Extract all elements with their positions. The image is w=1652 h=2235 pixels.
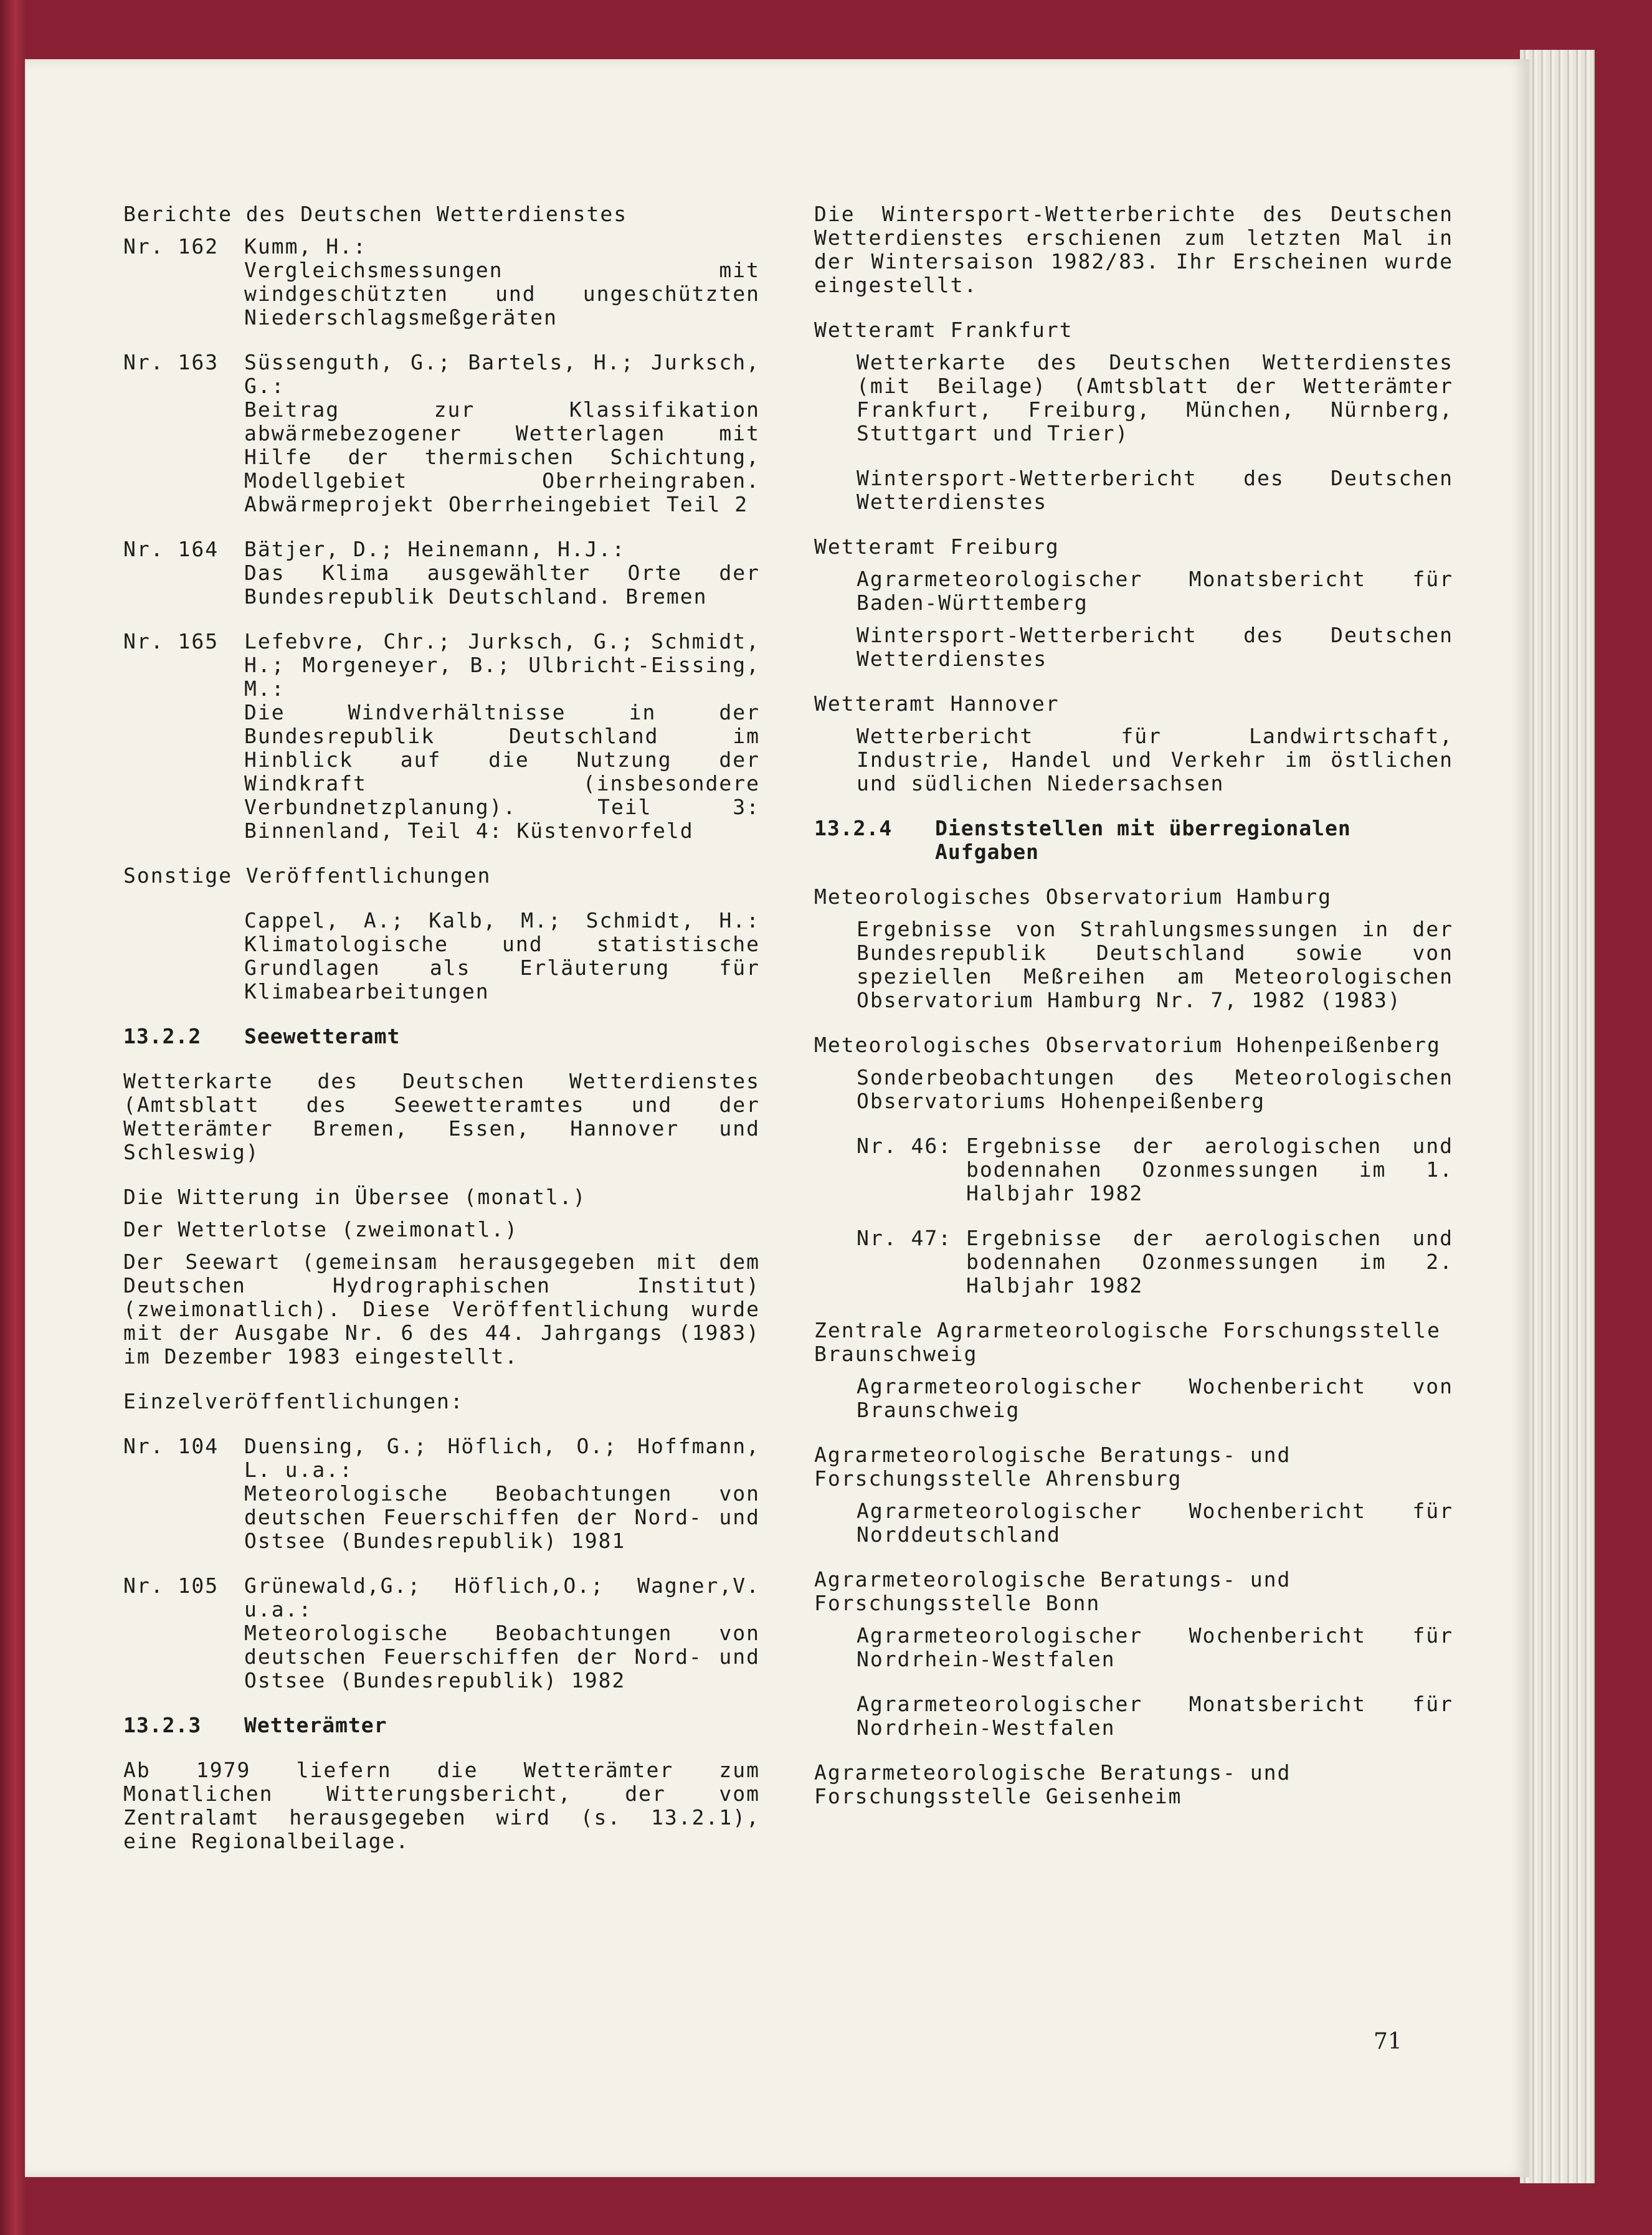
page-number: 71 [1374, 2029, 1402, 2054]
frankfurt-item: Wintersport-Wetterbericht des Deutschen Wetterdienstes [857, 466, 1453, 514]
section-heading-13-2-3 [123, 1714, 760, 1737]
hohenpeissenberg-label: Meteorologisches Observatorium Hohenpeißenberg [814, 1033, 1441, 1057]
section-title: Seewetteramt [244, 1024, 401, 1048]
list-item [123, 538, 760, 609]
report-number: Nr. 165 [123, 629, 219, 653]
report-title: Meteorologische Beobachtungen von deutschen Feuerschiffen der Nord- und Ostsee (Bundesrepublik) 1982 [244, 1621, 760, 1692]
geisenheim-label: Agrarmeteorologische Beratungs- und Forschungsstelle Geisenheim [814, 1760, 1291, 1808]
report-title: Meteorologische Beobachtungen von deutschen Feuerschiffen der Nord- und Ostsee (Bundesrepublik) 1981 [244, 1481, 760, 1553]
report-authors: Bätjer, D.; Heinemann, H.J.: [244, 537, 626, 561]
section-title: Dienststellen mit überregionalen Aufgaben [935, 816, 1351, 864]
einzel-label: Einzelveröffentlichungen: [123, 1389, 464, 1413]
sonstige-entry: Cappel, A.; Kalb, M.; Schmidt, H.: Klimatologische und statistische Grundlagen als Erläuterung für Klimabearbeitungen [244, 908, 760, 1004]
list-item [123, 1435, 760, 1553]
list-item [123, 235, 760, 330]
section-number: 13.2.3 [123, 1713, 202, 1737]
braunschweig-item: Agrarmeteorologischer Wochenbericht von Braunschweig [857, 1374, 1453, 1422]
report-title: Beitrag zur Klassifikation abwärmebezogener Wetterlagen mit Hilfe der thermischen Schichtung, Modellgebiet Oberrheingraben. Abwärmeprojekt Oberrheingebiet Teil 2 [244, 397, 760, 516]
report-title: Die Windverhältnisse in der Bundesrepublik Deutschland im Hinblick auf die Nutzung der Windkraft (insbesondere Verbundnetzplanung). Teil 3: Binnenland, Teil 4: Küstenvorfeld [244, 700, 760, 843]
braunschweig-label: Zentrale Agrarmeteorologische Forschungsstelle Braunschweig [814, 1318, 1441, 1366]
report-number: Nr. 104 [123, 1434, 219, 1458]
report-title: Vergleichsmessungen mit windgeschützten und ungeschützten Niederschlagsmeßgeräten [244, 258, 760, 330]
section-heading-13-2-2 [123, 1025, 760, 1048]
item-text: Ergebnisse der aerologischen und bodennahen Ozonmessungen im 2. Halbjahr 1982 [966, 1226, 1453, 1298]
left-column [123, 202, 760, 1874]
hamburg-label: Meteorologisches Observatorium Hamburg [814, 885, 1332, 909]
bonn-item: Agrarmeteorologischer Monatsbericht für Nordrhein-Westfalen [857, 1692, 1453, 1740]
reports-series-title: Berichte des Deutschen Wetterdienstes [123, 202, 628, 226]
section-heading-13-2-4 [814, 817, 1453, 864]
bonn-label: Agrarmeteorologische Beratungs- und Forschungsstelle Bonn [814, 1567, 1291, 1615]
list-item [857, 1134, 1453, 1205]
report-title: Das Klima ausgewählter Orte der Bundesrepublik Deutschland. Bremen [244, 561, 760, 609]
ab1979-paragraph: Ab 1979 liefern die Wetterämter zum Monatlichen Witterungsbericht, der vom Zentralamt herausgegeben wird (s. 13.2.1), eine Regionalbeilage. [123, 1758, 760, 1853]
book-page [25, 59, 1529, 2177]
report-number: Nr. 163 [123, 350, 219, 374]
seewart-paragraph: Der Seewart (gemeinsam herausgegeben mit dem Deutschen Hydrographischen Institut) (zweimonatlich). Diese Veröffentlichung wurde mit der Ausgabe Nr. 6 des 44. Jahrgangs (1983) im Dezember 1983 eingestellt. [123, 1250, 760, 1369]
item-number: Nr. 47: [857, 1226, 952, 1250]
hamburg-item: Ergebnisse von Strahlungsmessungen in der Bundesrepublik Deutschland sowie von speziellen Meßreihen am Meteorologischen Observatorium Hamburg Nr. 7, 1982 (1983) [857, 917, 1453, 1012]
section-number: 13.2.4 [814, 816, 893, 840]
wetteramt-hannover-label: Wetteramt Hannover [814, 691, 1060, 716]
list-item [123, 351, 760, 516]
list-item [857, 1227, 1453, 1298]
report-number: Nr. 162 [123, 234, 219, 259]
section-number: 13.2.2 [123, 1024, 202, 1048]
wintersport-intro: Die Wintersport-Wetterberichte des Deutschen Wetterdienstes erschienen zum letzten Mal in der Wintersaison 1982/83. Ihr Erscheinen wurde eingestellt. [814, 202, 1453, 297]
hohenpeissenberg-item: Sonderbeobachtungen des Meteorologischen Observatoriums Hohenpeißenberg [857, 1065, 1453, 1113]
ahrensburg-item: Agrarmeteorologischer Wochenbericht für Norddeutschland [857, 1499, 1453, 1547]
item-text: Ergebnisse der aerologischen und bodennahen Ozonmessungen im 1. Halbjahr 1982 [966, 1134, 1453, 1205]
wetteramt-frankfurt-label: Wetteramt Frankfurt [814, 318, 1073, 342]
ahrensburg-label: Agrarmeteorologische Beratungs- und Forschungsstelle Ahrensburg [814, 1443, 1291, 1491]
item-number: Nr. 46: [857, 1134, 952, 1158]
list-item [123, 1574, 760, 1692]
report-authors: Kumm, H.: [244, 234, 367, 259]
frankfurt-item: Wetterkarte des Deutschen Wetterdienstes (mit Beilage) (Amtsblatt der Wetterämter Frankfurt, Freiburg, München, Nürnberg, Stuttgart und Trier) [857, 350, 1453, 445]
wetterkarte-paragraph: Wetterkarte des Deutschen Wetterdienstes (Amtsblatt des Seewetteramtes und der Wetterämter Bremen, Essen, Hannover und Schleswig) [123, 1069, 760, 1164]
right-column [814, 202, 1453, 1808]
hannover-item: Wetterbericht für Landwirtschaft, Industrie, Handel und Verkehr im östlichen und südlichen Niedersachsen [857, 724, 1453, 795]
report-authors: Lefebvre, Chr.; Jurksch, G.; Schmidt, H.; Morgeneyer, B.; Ulbricht-Eissing, M.: [244, 629, 760, 701]
wetterlotse-line: Der Wetterlotse (zweimonatl.) [123, 1217, 519, 1241]
list-item [123, 630, 760, 843]
section-title: Wetterämter [244, 1713, 387, 1737]
report-number: Nr. 164 [123, 537, 219, 561]
report-number: Nr. 105 [123, 1573, 219, 1598]
freiburg-item: Agrarmeteorologischer Monatsbericht für Baden-Württemberg [857, 567, 1453, 615]
report-authors: Duensing, G.; Höflich, O.; Hoffmann, L. u.a.: [244, 1434, 760, 1482]
report-authors: Grünewald,G.; Höflich,O.; Wagner,V. u.a.: [244, 1573, 760, 1621]
freiburg-item: Wintersport-Wetterbericht des Deutschen Wetterdienstes [857, 623, 1453, 671]
wetteramt-freiburg-label: Wetteramt Freiburg [814, 534, 1060, 559]
report-authors: Süssenguth, G.; Bartels, H.; Jurksch, G.: [244, 350, 760, 398]
bonn-item: Agrarmeteorologischer Wochenbericht für Nordrhein-Westfalen [857, 1623, 1453, 1671]
witterung-line: Die Witterung in Übersee (monatl.) [123, 1185, 587, 1209]
page-stack-edge [1520, 50, 1595, 2183]
book-cover-left [0, 0, 25, 2235]
sonstige-label: Sonstige Veröffentlichungen [123, 863, 491, 888]
